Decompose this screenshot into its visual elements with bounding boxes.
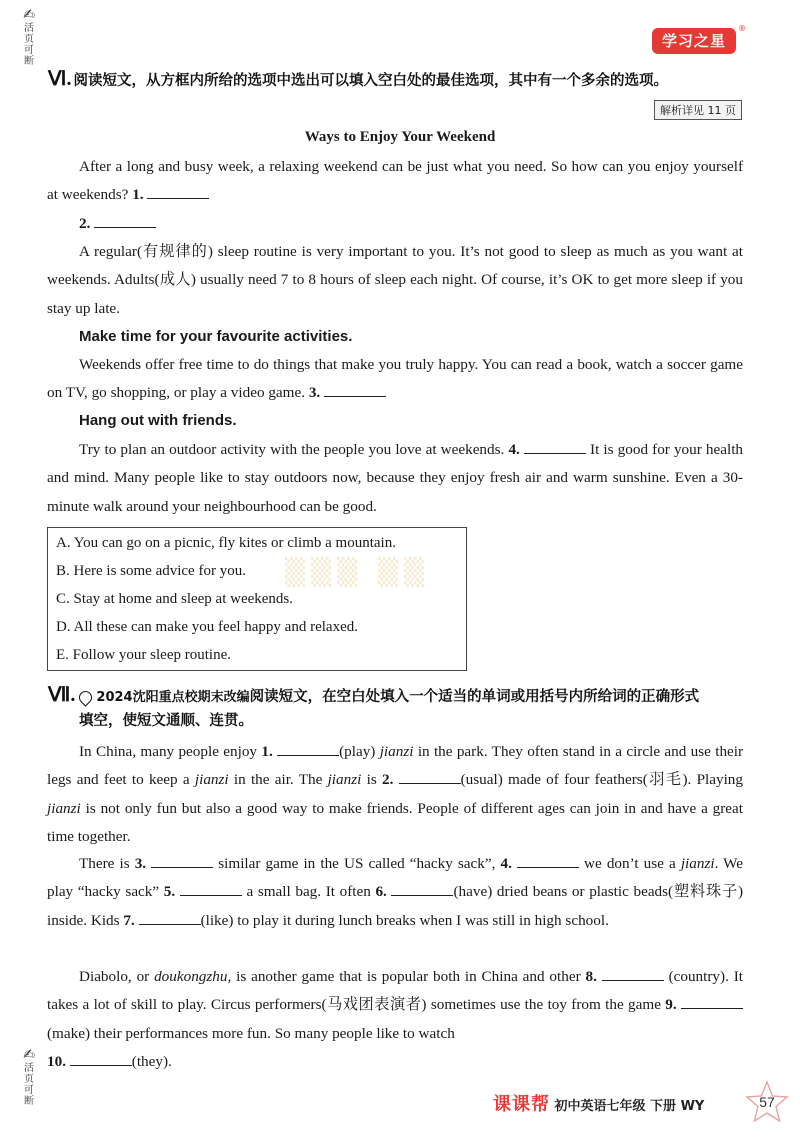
section-6-instruction: 阅读短文，从方框内所给的选项中选出可以填入空白处的最佳选项，其中有一个多余的选项。 [73, 73, 668, 89]
paragraph-text: (usual) made of four feathers(羽毛). Playing [460, 771, 743, 789]
paragraph-text: Weekends offer free time to do things that make you truly happy. You can read a book, watch a soccer game on TV, go shopping, or play a video game. [47, 356, 743, 402]
blank-line-2 [47, 210, 743, 238]
paragraph-7-1 [47, 738, 743, 851]
hand-icon: ✍ [23, 1047, 35, 1063]
paragraph-text: . We play “hacky sack” [47, 855, 744, 901]
side-tab-label: 活页可断 [24, 23, 34, 67]
section-6-number: Ⅵ. [48, 68, 72, 90]
blank-number: 6. [375, 883, 387, 901]
answer-blank-7-9[interactable] [681, 994, 743, 1009]
paragraph-1 [47, 153, 743, 210]
subheading-friends: Hang out with friends. [79, 412, 237, 429]
subheading-activities: Make time for your favourite activities. [79, 328, 353, 345]
source-label: 2024沈阳重点校期末改编 [96, 690, 250, 705]
side-tab-bottom [14, 1047, 44, 1107]
blank-number: 3. [308, 384, 321, 402]
answer-blank-3[interactable] [324, 382, 386, 397]
blank-number: 7. [123, 911, 135, 929]
answer-blank-7-4[interactable] [517, 853, 579, 868]
hand-icon: ✍ [23, 7, 35, 23]
options-box [47, 527, 467, 671]
registered-mark: ® [738, 24, 746, 33]
side-tab-top [14, 7, 44, 67]
brand-logo: 学习之星 [652, 28, 736, 54]
answer-blank-7-7[interactable] [139, 910, 201, 925]
hint-word: (play) [339, 743, 376, 760]
paragraph-text: (like) to play it during lunch breaks when I was still in high school. [200, 911, 609, 929]
answer-blank-4[interactable] [524, 439, 586, 454]
paragraph-2: A regular(有规律的) sleep routine is very important to you. It’s not good to sleep as much as you want at weekends. Adults(成人) usually need 7 to 8 hours of sleep each night. Of course, it’s OK to get more sleep if you stay up late. [47, 243, 743, 317]
section-7-number: Ⅶ. [48, 684, 76, 706]
paragraph-text: is [366, 771, 377, 789]
answer-blank-7-1[interactable] [277, 741, 339, 756]
passage-title: Ways to Enjoy Your Weekend [304, 129, 496, 145]
answer-blank-2[interactable] [94, 213, 156, 228]
paragraph-text: Try to plan an outdoor activity with the people you love at weekends. [79, 441, 505, 458]
brand-name: 课课帮 [493, 1094, 550, 1115]
answer-blank-7-5[interactable] [180, 881, 242, 896]
option-c: C. Stay at home and sleep at weekends. [56, 591, 294, 607]
section-7-heading [48, 682, 699, 711]
paragraph-text: is not only fun but also a good way to make friends. People of different ages can join in and have a great time together. [47, 799, 743, 845]
book-title: 初中英语七年级 下册 WY [554, 1099, 705, 1114]
section-7-instruction: 阅读短文，在空白处填入一个适当的单词或用括号内所给词的正确形式 [249, 689, 700, 705]
answer-blank-7-3[interactable] [151, 853, 213, 868]
paragraph-text: , is another game that is popular both in China and other [227, 968, 581, 985]
paragraph-text: There is [79, 855, 130, 872]
paragraph-text: (have) dried beans or plastic beads(塑料珠子) inside. Kids [47, 883, 744, 929]
blank-number: 2. [79, 215, 91, 232]
option-e: E. Follow your sleep routine. [56, 647, 231, 663]
answer-blank-7-6[interactable] [391, 881, 453, 896]
paragraph-text: (country). It takes a lot of skill to play. Circus performers(马戏团表演者) sometimes use the toy from the game [47, 968, 743, 1014]
blank-number: 2. [381, 771, 394, 789]
pinyin-word: jianzi [47, 799, 81, 817]
paragraph-text: After a long and busy week, a relaxing weekend can be just what you need. So how can you enjoy yourself at weekends? [47, 158, 743, 204]
blank-number: 4. [508, 441, 520, 458]
option-d: D. All these can make you feel happy and relaxed. [56, 619, 358, 635]
blank-number: 4. [500, 855, 512, 872]
option-b: B. Here is some advice for you. [56, 563, 246, 579]
paragraph-text: similar game in the US called “hacky sack”, [218, 855, 496, 872]
paragraph-text: (make) their performances more fun. So many people like to watch [47, 1024, 455, 1042]
section-6-heading [48, 66, 668, 94]
answer-blank-7-10[interactable] [70, 1051, 132, 1066]
blank-number: 9. [665, 996, 677, 1014]
blank-number: 3. [134, 855, 147, 872]
paragraph-text: in the park. They often stand in a circle and use their legs and feet to keep a [47, 743, 744, 789]
answer-blank-7-8[interactable] [602, 966, 664, 981]
paragraph-text: a small bag. It often [246, 883, 371, 901]
location-pin-icon [77, 688, 95, 706]
paragraph-text: In China, many people enjoy [79, 743, 258, 760]
blank-number: 10. [47, 1052, 66, 1070]
faded-watermark: ▒▒▒ ▒▒ [285, 558, 431, 588]
paragraph-7-3 [47, 963, 743, 1076]
paragraph-7-2 [47, 850, 743, 935]
paragraph-text: (they). [131, 1052, 172, 1070]
section-7-instruction-line2: 填空，使短文通顺、连贯。 [79, 713, 253, 729]
pinyin-word: jianzi [379, 743, 414, 760]
paragraph-text: in the air. The [233, 771, 323, 789]
pinyin-word: doukongzhu [154, 968, 228, 985]
side-tab-label: 活页可断 [24, 1063, 34, 1107]
pinyin-word: jianzi [680, 855, 715, 872]
paragraph-3 [47, 351, 743, 408]
blank-number: 1. [132, 186, 144, 204]
page-number: 57 [759, 1094, 775, 1110]
paragraph-text: we don’t use a [584, 855, 676, 872]
blank-number: 1. [261, 743, 273, 760]
paragraph-text: Diabolo, or [79, 968, 150, 985]
paragraph-text: It is good for your health and mind. Many people like to stay outdoors now, because they enjoy fresh air and warm sunshine. Even a 30-minute walk around your neighbourhood can be good. [47, 441, 744, 515]
answer-blank-1[interactable] [147, 184, 209, 199]
pinyin-word: jianzi [194, 771, 229, 789]
blank-number: 8. [585, 968, 597, 985]
answer-reference-tag: 解析详见 11 页 [654, 100, 742, 120]
blank-number: 5. [163, 883, 176, 901]
option-a: A. You can go on a picnic, fly kites or climb a mountain. [56, 535, 396, 551]
page-number-badge [744, 1080, 790, 1126]
footer-brand [493, 1090, 704, 1116]
paragraph-4 [47, 436, 743, 521]
answer-blank-7-2[interactable] [399, 769, 461, 784]
pinyin-word: jianzi [327, 771, 362, 789]
